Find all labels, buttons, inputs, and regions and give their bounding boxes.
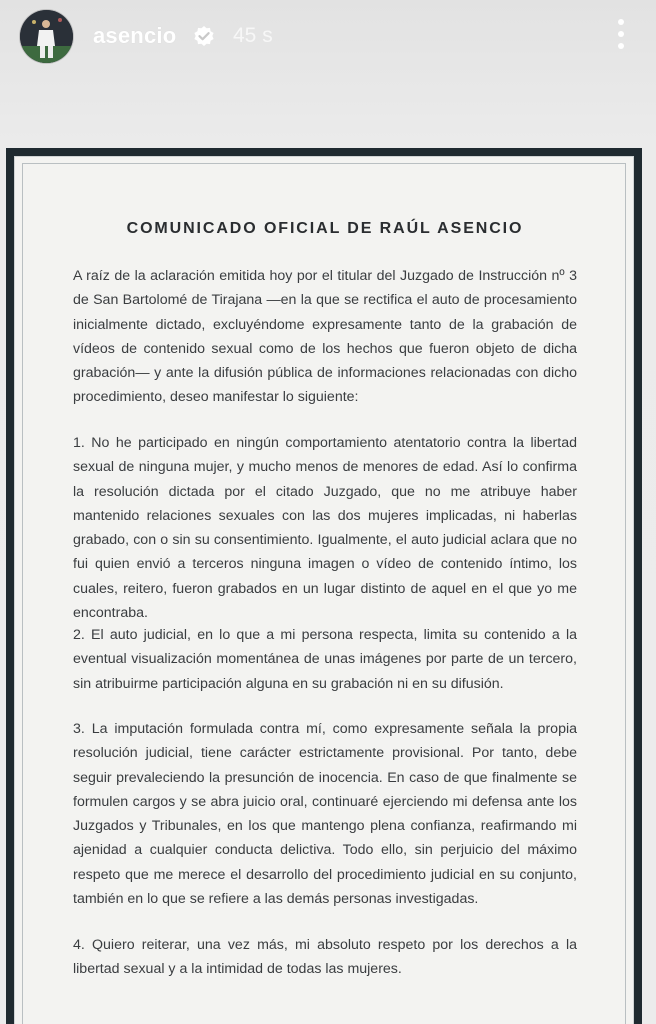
- avatar[interactable]: [20, 10, 73, 63]
- verified-badge-icon: [193, 25, 215, 47]
- document-paragraph-intro: A raíz de la aclaración emitida hoy por el titular del Juzgado de Instrucción nº 3 de San Bartolomé de Tirajana —en la que se rectifica el auto de procesamiento inicialmente dictado, excluyéndome expresamente tanto de la grabación de vídeos de contenido sexual como de los hechos que fueron objeto de dicha grabación— y ante la difusión pública de informaciones relacionadas con dicho procedimiento, deseo manifestar lo siguiente:: [73, 268, 577, 406]
- dot: [618, 43, 624, 49]
- document-content: [22, 162, 628, 1024]
- document-paragraph-2: 2. El auto judicial, en lo que a mi persona respecta, limita su contenido a la eventual visualización momentánea de unas imágenes por parte de un tercero, sin atribuirme participación alguna en su grabación ni en su difusión.: [73, 627, 577, 692]
- document-paragraph-4: 4. Quiero reiterar, una vez más, mi absoluto respeto por los derechos a la libertad sexual y a la intimidad de todas las mujeres.: [73, 937, 577, 978]
- username[interactable]: asencio: [93, 23, 177, 48]
- document-paragraph-1: 1. No he participado en ningún comportamiento atentatorio contra la libertad sexual de ninguna mujer, y mucho menos de menores de edad. Así lo confirma la resolución dictada por el citado Juzgado, que no me atribuye haber mantenido relaciones sexuales con las dos mujeres implicadas, ni haberlas grabado, con o sin su consentimiento. Igualmente, el auto judicial aclara que no fui quien envió a terceros ninguna imagen o vídeo de contenido íntimo, los cuales, reitero, fueron grabados en un lugar distinto de aquel en el que yo me encontraba.: [73, 435, 577, 622]
- document-paragraph-3: 3. La imputación formulada contra mí, como expresamente señala la propia resolución judicial, tiene carácter estrictamente provisional. Por tanto, debe seguir prevaleciendo la presunción de inocencia. En caso de que finalmente se formulen cargos y se abra juicio oral, continuaré ejerciendo mi defensa ante los Juzgados y Tribunales, en los que mantengo plena confianza, reafirmando mi ajenidad a cualquier conducta delictiva. Todo ello, sin perjuicio del máximo respeto que me merece el desarrollo del procedimiento judicial en su conjunto, también en lo que se refiere a las demás personas investigadas.: [73, 721, 577, 908]
- dot: [618, 31, 624, 37]
- document-title: COMUNICADO OFICIAL DE RAÚL ASENCIO: [126, 220, 524, 237]
- post-time: 45 s: [233, 24, 273, 47]
- avatar-photo-icon: [20, 10, 73, 63]
- dot: [618, 19, 624, 25]
- story-header: [0, 0, 656, 72]
- more-options-icon[interactable]: [616, 19, 626, 49]
